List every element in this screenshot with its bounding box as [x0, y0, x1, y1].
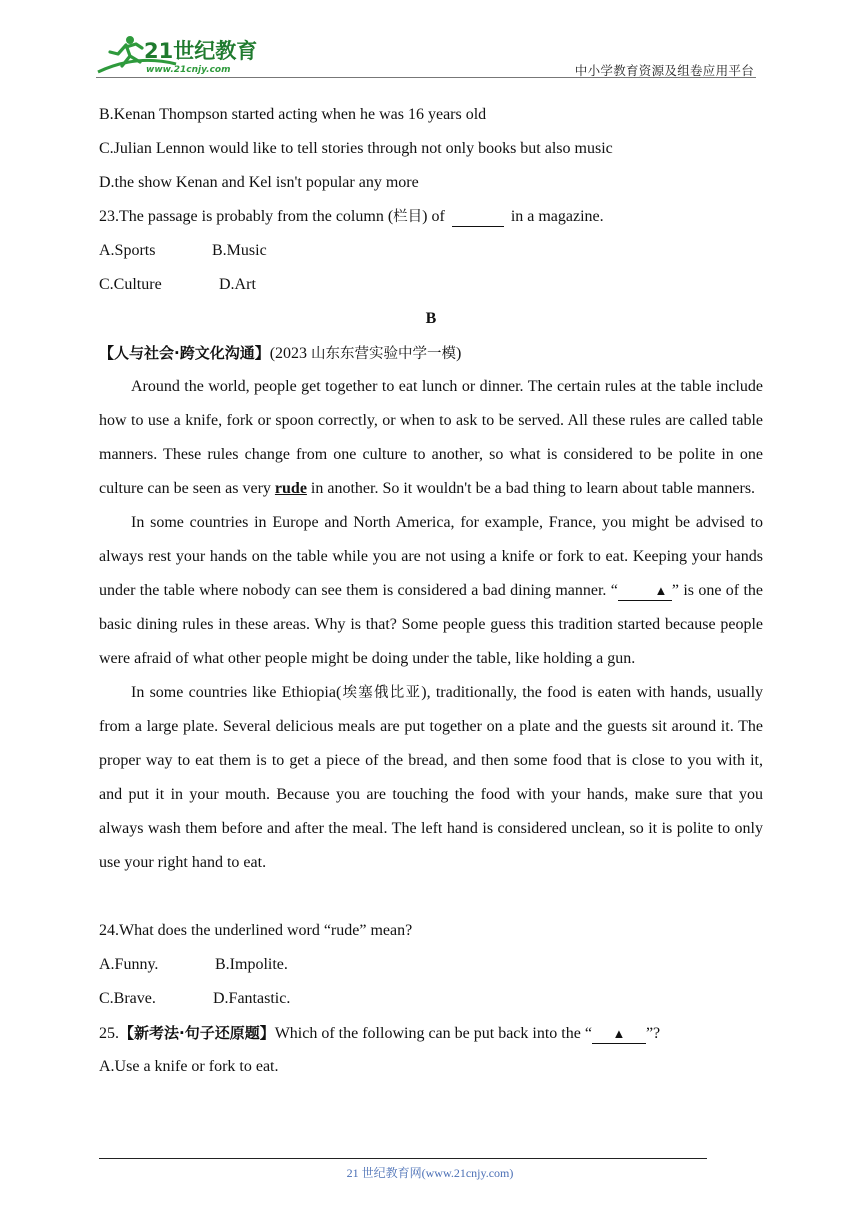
q25-tag: 【新考法·句子还原题】	[119, 1024, 275, 1042]
option-22b: B.Kenan Thompson started acting when he was 16 years old	[99, 106, 487, 123]
q25-stem-b: ”?	[645, 1025, 661, 1042]
logo-text: 21世纪教育	[144, 39, 258, 63]
question-24: 24.What does the underlined word “rude” mean?	[99, 922, 413, 939]
underlined-word: rude	[274, 480, 307, 497]
source-school: 山东东营实验中学一模	[311, 346, 457, 362]
logo	[96, 34, 266, 78]
platform-name: 中小学教育资源及组卷应用平台	[574, 63, 754, 78]
q23-options-row2	[99, 268, 763, 302]
p2-text-b: ” is one of the basic dining rules in these areas. Why is that? Some people guess this tradition started because people were afraid of what other people might be doing under the table, like holding a gun.	[99, 582, 764, 667]
source-prefix: (2023	[269, 345, 312, 362]
passage-paragraph-3	[99, 676, 763, 880]
q23-stem-end: in a magazine.	[506, 208, 604, 225]
p1-text-a: Around the world, people get together to eat lunch or dinner. The certain rules at the table include how to use a knife, fork or spoon correctly, or when to ask to be served. All these rules are called table manners. These rules change from one culture to another, so what is considered to be polite in one culture can be seen as very	[99, 378, 763, 497]
q24-option-b: B.Impolite.	[215, 956, 288, 973]
p1-text-b: in another. So it wouldn't be a bad thing to learn about table manners.	[306, 480, 756, 497]
q25-option-a: A.Use a knife or fork to eat.	[99, 1058, 279, 1075]
q23-option-d: D.Art	[219, 276, 256, 293]
passage-paragraph-1	[99, 370, 763, 506]
section-letter: B	[425, 310, 437, 327]
q23-option-c: C.Culture	[99, 276, 162, 293]
q23-cn-gloss: 栏目	[393, 209, 423, 225]
spacer	[99, 880, 763, 914]
q24-options-row1	[99, 948, 763, 982]
q25-stem-a: Which of the following can be put back into the “	[274, 1025, 592, 1042]
q24-option-a: A.Funny.	[99, 956, 159, 973]
q23-options-row1	[99, 234, 763, 268]
q23-stem-mid: ) of	[422, 208, 449, 225]
runner-logo-icon	[96, 34, 266, 78]
q25-number: 25.	[99, 1025, 119, 1042]
page-header	[0, 0, 860, 82]
q25-blank-marker: ▲	[592, 1025, 646, 1044]
q24-option-c: C.Brave.	[99, 990, 156, 1007]
q23-stem-start: 23.The passage is probably from the column (	[99, 208, 394, 225]
document-body	[99, 98, 763, 1084]
q24-option-d: D.Fantastic.	[213, 990, 291, 1007]
q23-option-a: A.Sports	[99, 242, 156, 259]
p3-text-a: In some countries like Ethiopia(	[131, 684, 342, 701]
source-suffix: )	[456, 345, 462, 362]
logo-url: www.21cnjy.com	[146, 65, 231, 75]
footer-divider	[99, 1158, 707, 1159]
p3-cn-gloss: 埃塞俄比亚	[341, 685, 422, 701]
p3-text-b: ), traditionally, the food is eaten with hands, usually from a large plate. Several delicious meals are put together on a plate and the guests sit around it. The proper way to eat them is to get a piece of the bread, and then some food that is close to you with it, and put it in your mouth. Because you are touching the food with your hands, make sure that you always wash them before and after the meal. The left hand is considered unclean, so it is polite to only use your right hand to eat.	[99, 684, 764, 871]
q23-answer-blank	[452, 208, 504, 227]
q24-options-row2	[99, 982, 763, 1016]
section-tag: 【人与社会·跨文化沟通】	[99, 344, 270, 362]
page-footer: 21 世纪教育网(www.21cnjy.com)	[346, 1166, 514, 1180]
option-22c: C.Julian Lennon would like to tell stories through not only books but also music	[99, 140, 613, 157]
option-22d: D.the show Kenan and Kel isn't popular any more	[99, 174, 419, 191]
question-23	[99, 200, 763, 234]
passage-paragraph-2	[99, 506, 763, 676]
p2-text-a: In some countries in Europe and North America, for example, France, you might be advised to always rest your hands on the table while you are not using a knife or fork to eat. Keeping your hands under the table where nobody can see them is considered a bad dining manner. “	[99, 514, 763, 599]
sentence-blank-marker: ▲	[618, 582, 672, 601]
header-divider	[96, 77, 756, 78]
question-25	[99, 1016, 763, 1050]
q23-option-b: B.Music	[212, 242, 267, 259]
section-source	[99, 336, 763, 370]
